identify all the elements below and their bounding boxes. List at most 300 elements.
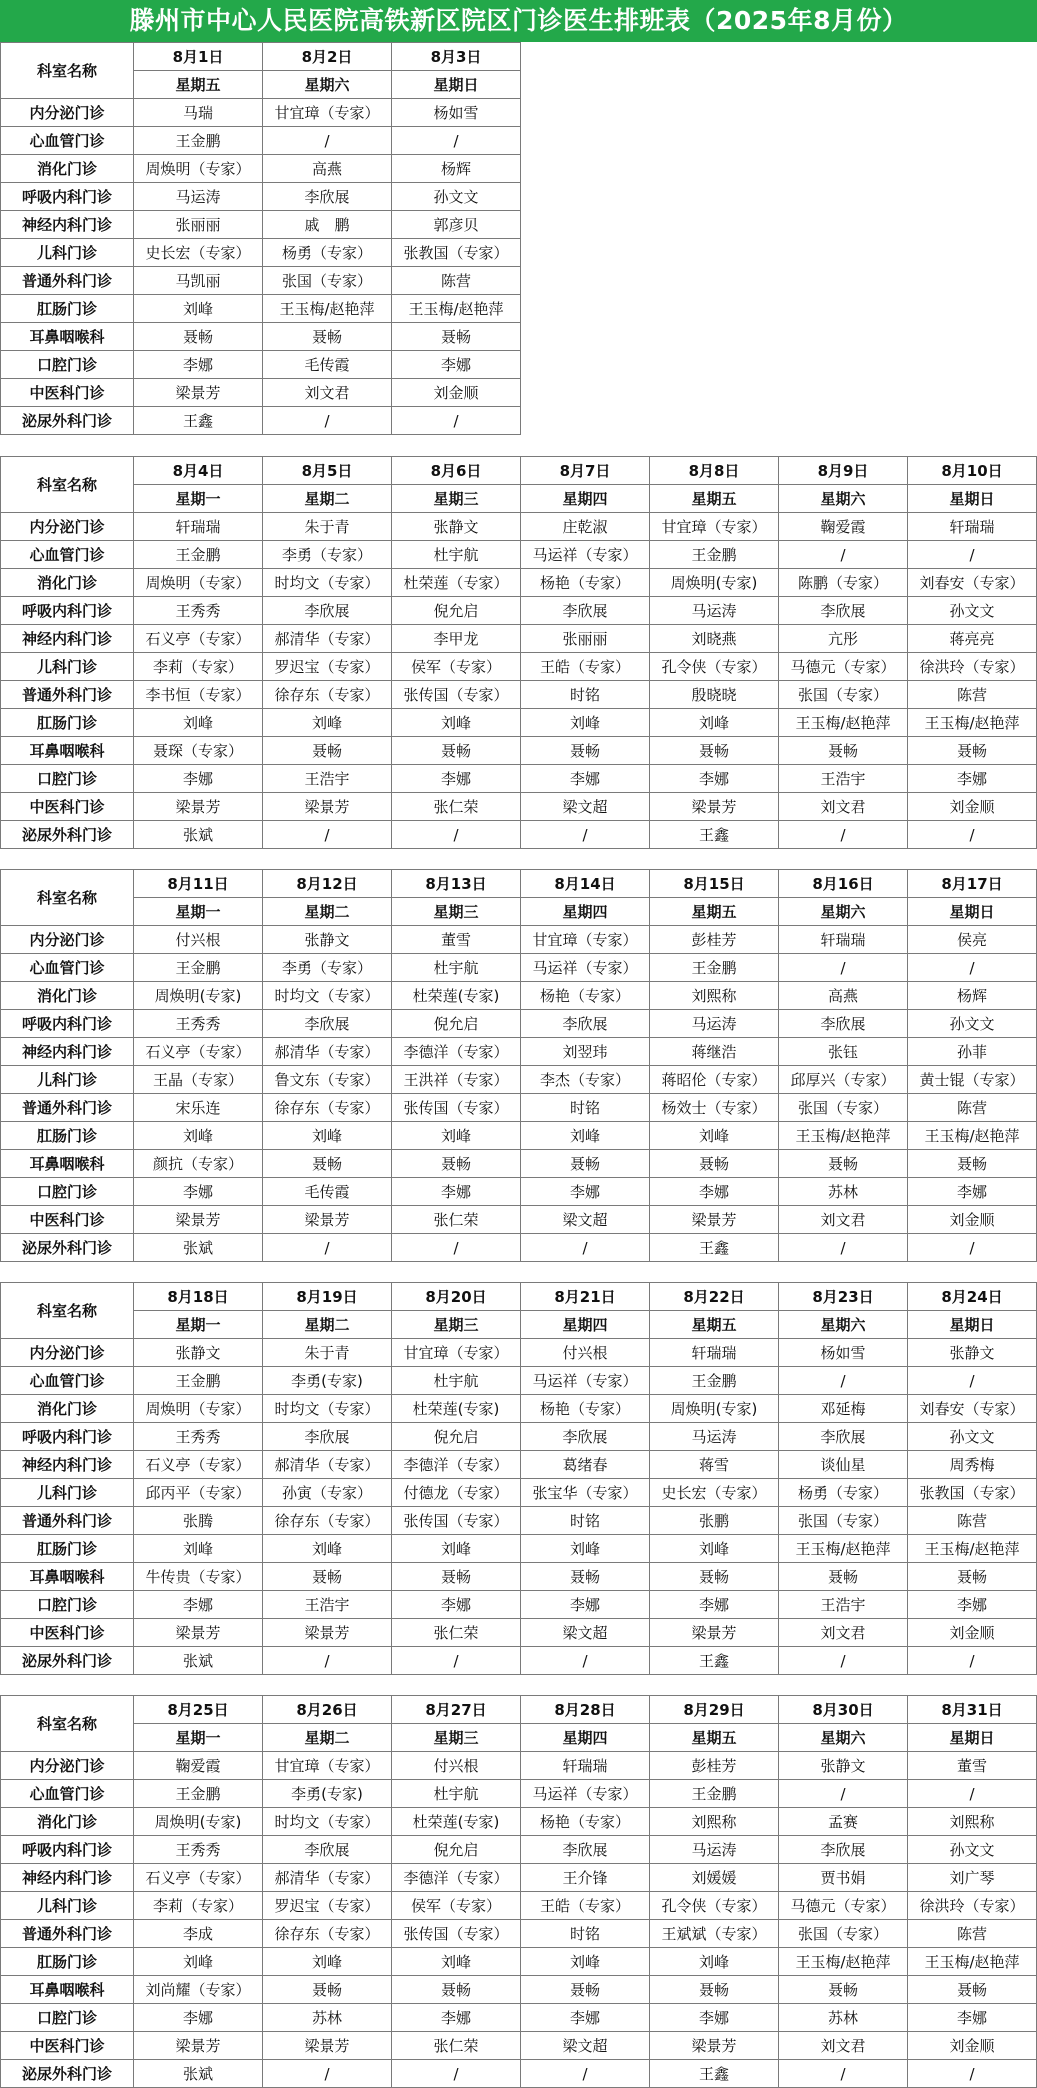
date-header: 8月11日	[134, 870, 263, 898]
doctor-cell: 张静文	[263, 926, 392, 954]
doctor-cell: 王鑫	[650, 2060, 779, 2088]
doctor-cell: 李娜	[650, 1591, 779, 1619]
doctor-cell: 聂畅	[392, 1150, 521, 1178]
doctor-cell: 侯军（专家）	[392, 653, 521, 681]
doctor-cell: 李欣展	[521, 1836, 650, 1864]
doctor-cell: 李娜	[650, 765, 779, 793]
empty-cell	[521, 183, 650, 211]
doctor-cell: 张仁荣	[392, 1619, 521, 1647]
doctor-cell: 李欣展	[263, 1836, 392, 1864]
doctor-cell: /	[392, 2060, 521, 2088]
doctor-cell: 刘峰	[134, 1122, 263, 1150]
doctor-cell: 徐洪玲（专家）	[908, 653, 1037, 681]
doctor-cell: 彭桂芳	[650, 926, 779, 954]
doctor-cell: 史长宏（专家）	[650, 1479, 779, 1507]
department-name: 中医科门诊	[1, 1619, 134, 1647]
doctor-cell: 徐存东（专家）	[263, 1920, 392, 1948]
schedule-week-1	[0, 42, 1037, 435]
empty-cell	[779, 379, 908, 407]
table-row	[1, 1948, 1037, 1976]
doctor-cell: 陈营	[392, 267, 521, 295]
doctor-cell: 张鹏	[650, 1507, 779, 1535]
empty-cell	[521, 351, 650, 379]
table-row	[1, 653, 1037, 681]
doctor-cell: 聂畅	[263, 737, 392, 765]
table-row	[1, 1010, 1037, 1038]
doctor-cell: 聂畅	[392, 1563, 521, 1591]
doctor-cell: 周秀梅	[908, 1451, 1037, 1479]
doctor-cell: 周焕明（专家）	[134, 569, 263, 597]
department-name: 消化门诊	[1, 1808, 134, 1836]
doctor-cell: 倪允启	[392, 1836, 521, 1864]
doctor-cell: 刘峰	[263, 709, 392, 737]
doctor-cell: 张静文	[392, 513, 521, 541]
doctor-cell: 轩瑞瑞	[650, 1339, 779, 1367]
department-name: 内分泌门诊	[1, 99, 134, 127]
doctor-cell: 王金鹏	[134, 1367, 263, 1395]
doctor-cell: 梁景芳	[263, 793, 392, 821]
doctor-cell: 刘峰	[263, 1948, 392, 1976]
date-header: 8月7日	[521, 457, 650, 485]
doctor-cell: 王鑫	[650, 1647, 779, 1675]
doctor-cell: 李欣展	[263, 1423, 392, 1451]
department-name: 耳鼻咽喉科	[1, 323, 134, 351]
department-name: 中医科门诊	[1, 2032, 134, 2060]
doctor-cell: /	[908, 1780, 1037, 1808]
doctor-cell: 李娜	[650, 2004, 779, 2032]
doctor-cell: 刘金顺	[908, 1619, 1037, 1647]
empty-cell	[908, 155, 1037, 183]
doctor-cell: 马德元（专家）	[779, 1892, 908, 1920]
doctor-cell: 刘熙称	[650, 982, 779, 1010]
doctor-cell: 张丽丽	[134, 211, 263, 239]
doctor-cell: 李杰（专家）	[521, 1066, 650, 1094]
doctor-cell: 李娜	[392, 351, 521, 379]
doctor-cell: 聂畅	[650, 737, 779, 765]
doctor-cell: 刘峰	[134, 1948, 263, 1976]
schedule-week-2	[0, 456, 1037, 849]
doctor-cell: 张斌	[134, 2060, 263, 2088]
doctor-cell: 毛传霞	[263, 351, 392, 379]
doctor-cell: 陈鹏（专家）	[779, 569, 908, 597]
empty-cell	[908, 99, 1037, 127]
date-header: 8月19日	[263, 1283, 392, 1311]
doctor-cell: 李娜	[908, 765, 1037, 793]
doctor-cell: 郝清华（专家）	[263, 1038, 392, 1066]
date-header: 8月27日	[392, 1696, 521, 1724]
doctor-cell: 马运祥（专家）	[521, 1780, 650, 1808]
weekday-header: 星期五	[650, 898, 779, 926]
doctor-cell: /	[521, 2060, 650, 2088]
doctor-cell: 徐存东（专家）	[263, 1507, 392, 1535]
doctor-cell: 张教国（专家）	[392, 239, 521, 267]
department-name: 儿科门诊	[1, 653, 134, 681]
table-row	[1, 1234, 1037, 1262]
weekday-header: 星期六	[779, 485, 908, 513]
table-row	[1, 1752, 1037, 1780]
date-header: 8月6日	[392, 457, 521, 485]
doctor-cell: 刘春安（专家）	[908, 569, 1037, 597]
doctor-cell: 张传国（专家）	[392, 681, 521, 709]
table-row	[1, 1892, 1037, 1920]
doctor-cell: 李德洋（专家）	[392, 1864, 521, 1892]
weekday-header: 星期五	[650, 1311, 779, 1339]
empty-cell	[650, 127, 779, 155]
weekday-header: 星期四	[521, 1724, 650, 1752]
empty-cell	[521, 155, 650, 183]
doctor-cell: 刘峰	[134, 709, 263, 737]
doctor-cell: 李欣展	[263, 183, 392, 211]
date-header: 8月29日	[650, 1696, 779, 1724]
empty-cell	[779, 211, 908, 239]
empty-cell	[779, 43, 908, 71]
doctor-cell: 杜宇航	[392, 954, 521, 982]
header-dept-label: 科室名称	[1, 1696, 134, 1752]
doctor-cell: 张静文	[908, 1339, 1037, 1367]
doctor-cell: 杨勇（专家）	[263, 239, 392, 267]
doctor-cell: 王玉梅/赵艳萍	[908, 1535, 1037, 1563]
table-row	[1, 982, 1037, 1010]
department-name: 呼吸内科门诊	[1, 183, 134, 211]
date-header: 8月15日	[650, 870, 779, 898]
weekday-header: 星期三	[392, 898, 521, 926]
doctor-cell: 王介锋	[521, 1864, 650, 1892]
doctor-cell: 马运涛	[650, 1836, 779, 1864]
doctor-cell: 徐存东（专家）	[263, 1094, 392, 1122]
doctor-cell: 王晶（专家）	[134, 1066, 263, 1094]
department-name: 口腔门诊	[1, 1178, 134, 1206]
table-row	[1, 155, 1037, 183]
doctor-cell: 颜抗（专家）	[134, 1150, 263, 1178]
doctor-cell: 轩瑞瑞	[521, 1752, 650, 1780]
table-row	[1, 323, 1037, 351]
doctor-cell: 王金鹏	[650, 541, 779, 569]
doctor-cell: 李娜	[134, 1178, 263, 1206]
doctor-cell: 杨艳（专家）	[521, 569, 650, 597]
table-row	[1, 597, 1037, 625]
doctor-cell: 刘峰	[392, 1122, 521, 1150]
doctor-cell: 聂畅	[650, 1976, 779, 2004]
doctor-cell: 李娜	[134, 351, 263, 379]
department-name: 肛肠门诊	[1, 709, 134, 737]
department-name: 儿科门诊	[1, 1892, 134, 1920]
doctor-cell: 李娜	[521, 2004, 650, 2032]
doctor-cell: 杨艳（专家）	[521, 1808, 650, 1836]
date-header: 8月26日	[263, 1696, 392, 1724]
doctor-cell: 聂畅	[392, 737, 521, 765]
empty-cell	[908, 43, 1037, 71]
doctor-cell: 朱于青	[263, 1339, 392, 1367]
weekday-header: 星期六	[779, 1724, 908, 1752]
doctor-cell: 张仁荣	[392, 2032, 521, 2060]
doctor-cell: 聂畅	[908, 1976, 1037, 2004]
department-name: 口腔门诊	[1, 1591, 134, 1619]
doctor-cell: 甘宜璋（专家）	[263, 1752, 392, 1780]
doctor-cell: 王玉梅/赵艳萍	[779, 1535, 908, 1563]
doctor-cell: 李欣展	[779, 1836, 908, 1864]
doctor-cell: 杨艳（专家）	[521, 1395, 650, 1423]
doctor-cell: 杨勇（专家）	[779, 1479, 908, 1507]
empty-cell	[521, 43, 650, 71]
doctor-cell: 王鑫	[134, 407, 263, 435]
department-name: 肛肠门诊	[1, 1535, 134, 1563]
doctor-cell: 鲁文东（专家）	[263, 1066, 392, 1094]
department-name: 儿科门诊	[1, 1066, 134, 1094]
doctor-cell: 高燕	[779, 982, 908, 1010]
doctor-cell: 刘峰	[650, 1535, 779, 1563]
date-header: 8月4日	[134, 457, 263, 485]
table-row	[1, 709, 1037, 737]
table-row	[1, 513, 1037, 541]
doctor-cell: 马运涛	[650, 1423, 779, 1451]
doctor-cell: 聂畅	[779, 1976, 908, 2004]
department-name: 耳鼻咽喉科	[1, 1150, 134, 1178]
department-name: 泌尿外科门诊	[1, 1234, 134, 1262]
table-row	[1, 99, 1037, 127]
doctor-cell: 刘尚耀（专家）	[134, 1976, 263, 2004]
doctor-cell: 石义亭（专家）	[134, 625, 263, 653]
doctor-cell: 时均文（专家）	[263, 1395, 392, 1423]
doctor-cell: 王玉梅/赵艳萍	[779, 709, 908, 737]
date-header: 8月14日	[521, 870, 650, 898]
doctor-cell: 梁景芳	[650, 1206, 779, 1234]
doctor-cell: 李娜	[392, 1591, 521, 1619]
doctor-cell: 梁景芳	[263, 1206, 392, 1234]
doctor-cell: 苏林	[779, 1178, 908, 1206]
doctor-cell: 王鑫	[650, 821, 779, 849]
department-name: 消化门诊	[1, 982, 134, 1010]
doctor-cell: /	[779, 821, 908, 849]
doctor-cell: 李欣展	[779, 1010, 908, 1038]
doctor-cell: 李德洋（专家）	[392, 1451, 521, 1479]
weekday-header: 星期五	[134, 71, 263, 99]
table-row	[1, 1367, 1037, 1395]
page-title: 滕州市中心人民医院高铁新区院区门诊医生排班表（2025年8月份）	[0, 0, 1037, 42]
department-name: 呼吸内科门诊	[1, 1836, 134, 1864]
doctor-cell: 时均文（专家）	[263, 1808, 392, 1836]
empty-cell	[908, 71, 1037, 99]
doctor-cell: 李娜	[134, 2004, 263, 2032]
empty-cell	[650, 351, 779, 379]
doctor-cell: 董雪	[392, 926, 521, 954]
doctor-cell: 刘熙称	[650, 1808, 779, 1836]
doctor-cell: 杜荣莲（专家）	[392, 569, 521, 597]
department-name: 神经内科门诊	[1, 1038, 134, 1066]
doctor-cell: /	[263, 1234, 392, 1262]
doctor-cell: 王玉梅/赵艳萍	[779, 1122, 908, 1150]
empty-cell	[908, 127, 1037, 155]
department-name: 泌尿外科门诊	[1, 821, 134, 849]
weekday-header: 星期三	[392, 1311, 521, 1339]
doctor-cell: 石义亭（专家）	[134, 1038, 263, 1066]
doctor-cell: 梁景芳	[650, 2032, 779, 2060]
empty-cell	[908, 183, 1037, 211]
table-row	[1, 1423, 1037, 1451]
department-name: 消化门诊	[1, 569, 134, 597]
doctor-cell: /	[521, 1647, 650, 1675]
doctor-cell: 郝清华（专家）	[263, 1451, 392, 1479]
doctor-cell: 聂琛（专家）	[134, 737, 263, 765]
doctor-cell: 李娜	[392, 2004, 521, 2032]
date-header: 8月30日	[779, 1696, 908, 1724]
doctor-cell: 马瑞	[134, 99, 263, 127]
table-row	[1, 2032, 1037, 2060]
department-name: 神经内科门诊	[1, 211, 134, 239]
doctor-cell: 周焕明(专家)	[134, 1808, 263, 1836]
doctor-cell: 倪允启	[392, 597, 521, 625]
empty-cell	[908, 323, 1037, 351]
doctor-cell: 马运祥（专家）	[521, 954, 650, 982]
doctor-cell: 甘宜璋（专家）	[263, 99, 392, 127]
doctor-cell: 高燕	[263, 155, 392, 183]
doctor-cell: 刘金顺	[908, 793, 1037, 821]
doctor-cell: 杜荣莲(专家)	[392, 982, 521, 1010]
doctor-cell: 聂畅	[779, 737, 908, 765]
weekday-header: 星期日	[908, 1724, 1037, 1752]
empty-cell	[521, 127, 650, 155]
doctor-cell: 甘宜璋（专家）	[392, 1339, 521, 1367]
department-name: 心血管门诊	[1, 1367, 134, 1395]
empty-cell	[650, 407, 779, 435]
doctor-cell: /	[779, 1367, 908, 1395]
table-row	[1, 2004, 1037, 2032]
department-name: 泌尿外科门诊	[1, 407, 134, 435]
doctor-cell: 李勇(专家)	[263, 1367, 392, 1395]
date-header: 8月12日	[263, 870, 392, 898]
table-row	[1, 681, 1037, 709]
doctor-cell: 杜宇航	[392, 1780, 521, 1808]
doctor-cell: 梁景芳	[263, 1619, 392, 1647]
doctor-cell: 李成	[134, 1920, 263, 1948]
doctor-cell: 李欣展	[521, 597, 650, 625]
doctor-cell: 侯军（专家）	[392, 1892, 521, 1920]
table-row	[1, 1619, 1037, 1647]
header-dept-label: 科室名称	[1, 43, 134, 99]
doctor-cell: 李娜	[521, 1178, 650, 1206]
doctor-cell: 孔令侠（专家）	[650, 1892, 779, 1920]
date-header: 8月3日	[392, 43, 521, 71]
doctor-cell: 梁景芳	[134, 1619, 263, 1647]
doctor-cell: 王浩宇	[263, 1591, 392, 1619]
doctor-cell: 刘文君	[779, 1206, 908, 1234]
department-name: 心血管门诊	[1, 954, 134, 982]
doctor-cell: 聂畅	[521, 1563, 650, 1591]
doctor-cell: 甘宜璋（专家）	[650, 513, 779, 541]
doctor-cell: 刘峰	[392, 1535, 521, 1563]
department-name: 普通外科门诊	[1, 1920, 134, 1948]
empty-cell	[779, 267, 908, 295]
date-header: 8月21日	[521, 1283, 650, 1311]
doctor-cell: 张斌	[134, 1234, 263, 1262]
empty-cell	[908, 379, 1037, 407]
department-name: 心血管门诊	[1, 541, 134, 569]
empty-cell	[779, 183, 908, 211]
doctor-cell: 李娜	[134, 765, 263, 793]
table-row	[1, 1647, 1037, 1675]
table-row	[1, 2060, 1037, 2088]
empty-cell	[908, 407, 1037, 435]
doctor-cell: /	[908, 1647, 1037, 1675]
empty-cell	[650, 239, 779, 267]
department-name: 神经内科门诊	[1, 625, 134, 653]
doctor-cell: 殷晓晓	[650, 681, 779, 709]
doctor-cell: 李娜	[392, 765, 521, 793]
schedule-week-3	[0, 869, 1037, 1262]
empty-cell	[779, 99, 908, 127]
empty-cell	[779, 295, 908, 323]
doctor-cell: 张国（专家）	[779, 1094, 908, 1122]
doctor-cell: 李欣展	[779, 597, 908, 625]
doctor-cell: 蒋昭伦（专家）	[650, 1066, 779, 1094]
department-name: 口腔门诊	[1, 765, 134, 793]
table-row	[1, 295, 1037, 323]
empty-cell	[650, 99, 779, 127]
department-name: 泌尿外科门诊	[1, 2060, 134, 2088]
empty-cell	[650, 183, 779, 211]
doctor-cell: 李欣展	[521, 1423, 650, 1451]
doctor-cell: 倪允启	[392, 1010, 521, 1038]
doctor-cell: 王金鹏	[650, 954, 779, 982]
doctor-cell: 李勇（专家）	[263, 541, 392, 569]
doctor-cell: 刘峰	[392, 1948, 521, 1976]
doctor-cell: 马运涛	[650, 597, 779, 625]
date-header: 8月16日	[779, 870, 908, 898]
department-name: 普通外科门诊	[1, 1094, 134, 1122]
doctor-cell: 董雪	[908, 1752, 1037, 1780]
doctor-cell: 聂畅	[263, 323, 392, 351]
doctor-cell: 刘峰	[263, 1535, 392, 1563]
doctor-cell: 李娜	[521, 1591, 650, 1619]
doctor-cell: 杨效士（专家）	[650, 1094, 779, 1122]
empty-cell	[650, 155, 779, 183]
doctor-cell: 付兴根	[392, 1752, 521, 1780]
doctor-cell: 王金鹏	[650, 1780, 779, 1808]
doctor-cell: /	[392, 821, 521, 849]
weekday-header: 星期日	[908, 485, 1037, 513]
doctor-cell: 王秀秀	[134, 1836, 263, 1864]
date-header: 8月8日	[650, 457, 779, 485]
table-row	[1, 821, 1037, 849]
doctor-cell: 张传国（专家）	[392, 1094, 521, 1122]
doctor-cell: 贾书娟	[779, 1864, 908, 1892]
doctor-cell: /	[521, 821, 650, 849]
table-row	[1, 1150, 1037, 1178]
empty-cell	[521, 295, 650, 323]
table-row	[1, 1780, 1037, 1808]
doctor-cell: 刘春安（专家）	[908, 1395, 1037, 1423]
doctor-cell: /	[521, 1234, 650, 1262]
doctor-cell: 聂畅	[521, 1976, 650, 2004]
doctor-cell: 刘晓燕	[650, 625, 779, 653]
weekday-header: 星期六	[263, 71, 392, 99]
doctor-cell: 李欣展	[779, 1423, 908, 1451]
doctor-cell: 蒋继浩	[650, 1038, 779, 1066]
doctor-cell: 刘峰	[263, 1122, 392, 1150]
doctor-cell: 宋乐连	[134, 1094, 263, 1122]
department-name: 普通外科门诊	[1, 267, 134, 295]
doctor-cell: 轩瑞瑞	[779, 926, 908, 954]
header-dept-label: 科室名称	[1, 870, 134, 926]
department-name: 口腔门诊	[1, 351, 134, 379]
doctor-cell: 梁文超	[521, 793, 650, 821]
empty-cell	[779, 155, 908, 183]
table-row	[1, 1864, 1037, 1892]
table-row	[1, 211, 1037, 239]
doctor-cell: 罗迟宝（专家）	[263, 653, 392, 681]
doctor-cell: 梁景芳	[134, 379, 263, 407]
doctor-cell: /	[779, 541, 908, 569]
department-name: 儿科门诊	[1, 239, 134, 267]
